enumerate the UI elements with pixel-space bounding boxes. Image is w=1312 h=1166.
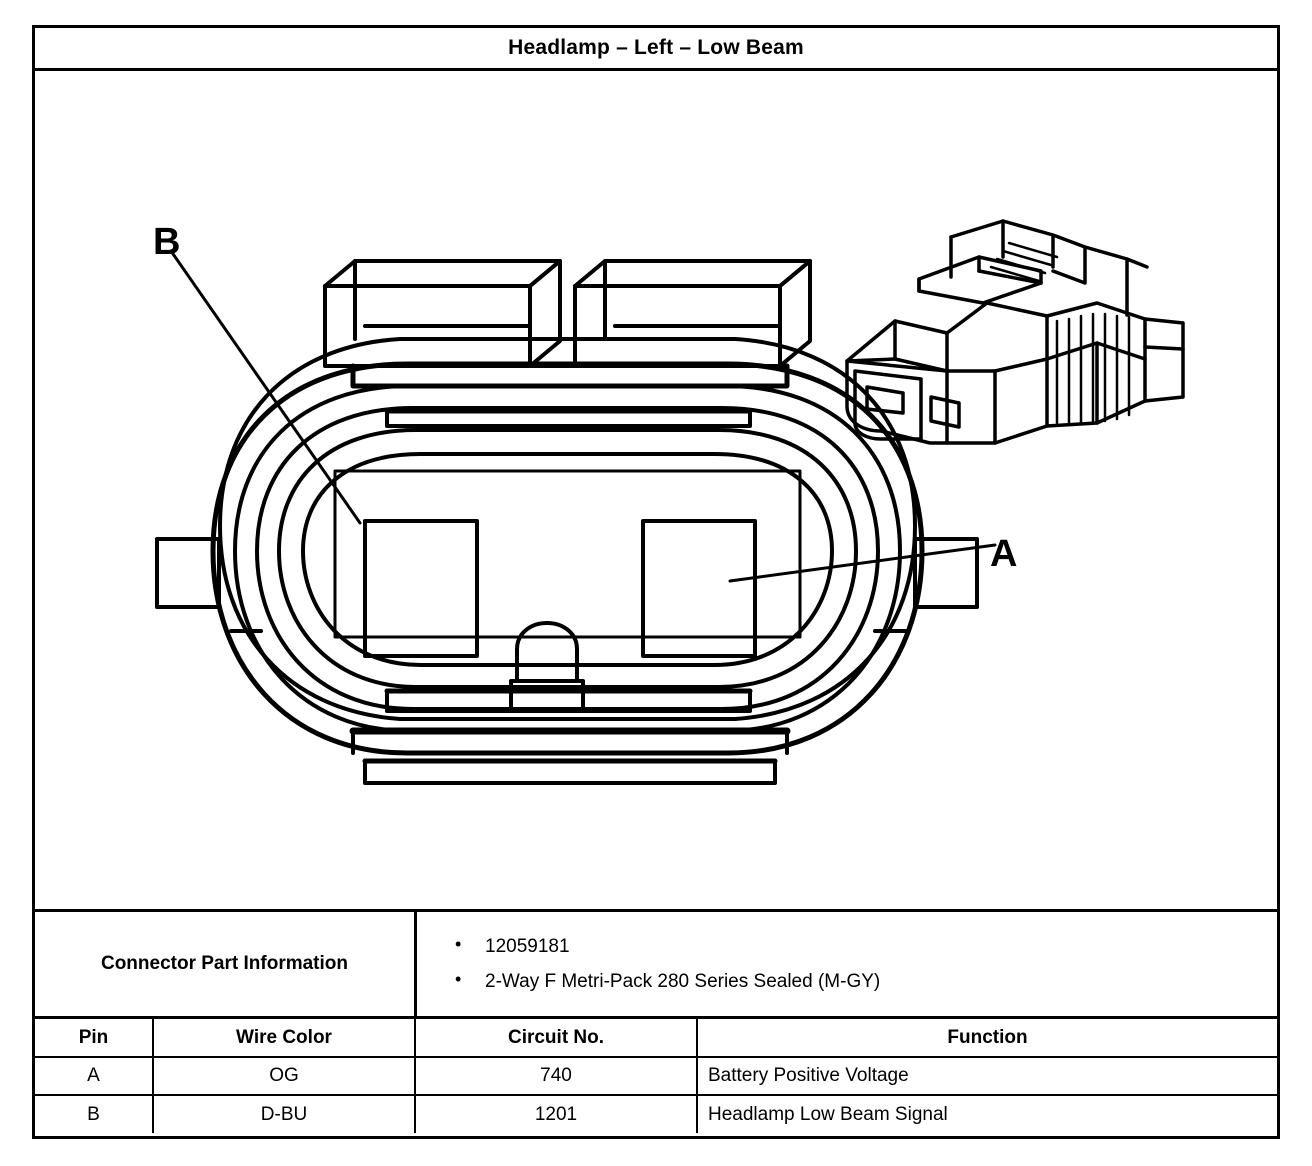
cell-pin: A	[35, 1057, 153, 1095]
callout-label-a: A	[990, 533, 1018, 575]
pin-table	[35, 1019, 1277, 1133]
table-header-row	[35, 1019, 1277, 1057]
connector-part-information-list	[417, 912, 1277, 1016]
leader-line-b	[171, 251, 360, 523]
connector-part-information	[35, 912, 1277, 1019]
cell-circuit-no: 740	[415, 1057, 697, 1095]
cell-function: Battery Positive Voltage	[697, 1057, 1277, 1095]
side-ear-left	[157, 539, 219, 607]
diagram-frame	[32, 25, 1280, 1139]
table-row	[35, 1095, 1277, 1133]
connector-illustration	[35, 71, 1277, 912]
cell-wire-color: OG	[153, 1057, 415, 1095]
connector-part-information-label: Connector Part Information	[35, 912, 417, 1016]
connector-isometric-view	[847, 221, 1183, 443]
column-header-function: Function	[697, 1019, 1277, 1057]
table-row	[35, 1057, 1277, 1095]
cell-function: Headlamp Low Beam Signal	[697, 1095, 1277, 1133]
leader-line-a	[730, 545, 995, 581]
cell-circuit-no: 1201	[415, 1095, 697, 1133]
page-title: Headlamp – Left – Low Beam	[35, 28, 1277, 71]
cell-pin: B	[35, 1095, 153, 1133]
callout-label-b: B	[153, 221, 181, 263]
list-item: • 12059181	[485, 929, 1277, 964]
list-item: • 2-Way F Metri-Pack 280 Series Sealed (M-GY)	[485, 964, 1277, 999]
column-header-wire-color: Wire Color	[153, 1019, 415, 1057]
connector-drawing	[35, 71, 1277, 909]
column-header-circuit-no: Circuit No.	[415, 1019, 697, 1057]
column-header-pin: Pin	[35, 1019, 153, 1057]
cell-wire-color: D-BU	[153, 1095, 415, 1133]
connector-face-view	[157, 261, 977, 783]
